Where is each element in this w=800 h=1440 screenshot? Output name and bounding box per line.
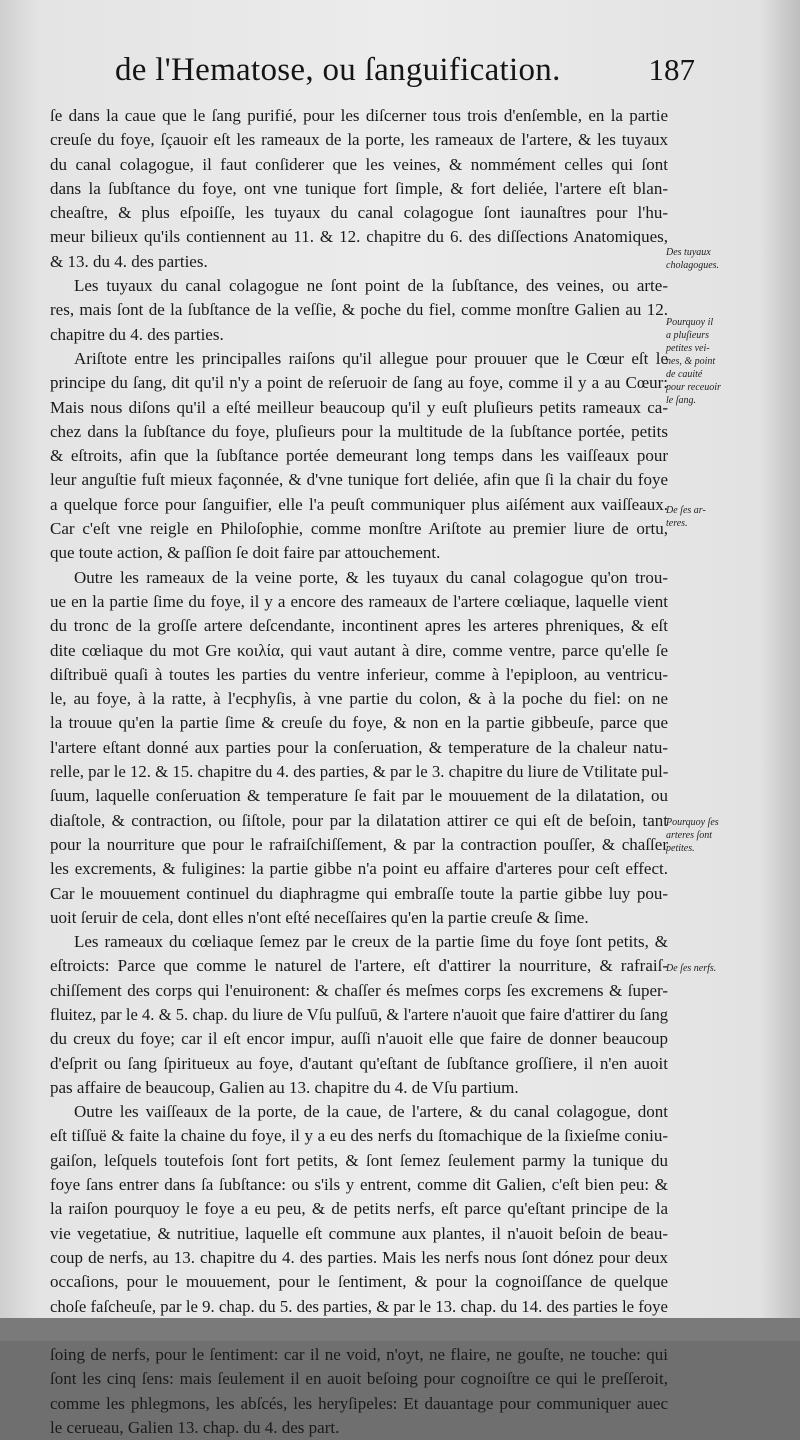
text-line: la raiſon pourquoy le foye a eu peu, & de petits nerfs, eſt parce qu'eſtant principe de la: [50, 1199, 668, 1219]
text-line: chapitre du 4. des parties.: [50, 324, 224, 344]
text-line: gaiſon, leſquels toutefois ſont fort petits, & ſont ſemez ſeulement parmy la tunique du: [50, 1150, 668, 1170]
margin-note-pourquoy-veines: Pourquoy il a pluſieurs petites vei- nes, & point de cauité pour receuoir le ſang.: [666, 317, 721, 406]
text-line: ſuum, laquelle conſeruation & temperature ſe fait par le mouuement de la dilatation, ou: [50, 786, 668, 806]
text-line: & 13. du 4. des parties.: [50, 251, 208, 271]
text-line: eſtroicts: Parce que comme le naturel de l'artere, eſt d'attirer la nourriture, & rafraiſ-: [50, 956, 668, 976]
text-line: du creux du foye; car il eſt encor impur, auſſi n'auoit elle que faire de donner beaucoup: [50, 1029, 668, 1049]
text-line: occaſions, pour le mouuement, pour le ſentiment, & pour la cognoiſſance de quelque: [50, 1272, 668, 1292]
text-line: Les tuyaux du canal colagogue ne ſont point de la ſubſtance, des veines, ou arte-: [74, 276, 668, 296]
text-line: Outre les rameaux de la veine porte, & les tuyaux du canal colagogue qu'on trou-: [74, 567, 668, 587]
text-line: & eſtroits, afin que la ſubſtance portée demeurant long temps dans les vaiſſeaux pour: [50, 446, 668, 466]
text-line: ſe dans la caue que le ſang purifié, pour les diſcerner tous trois d'enſemble, en la partie: [50, 106, 668, 125]
text-line: Car c'eſt vne reigle en Philoſophie, comme monſtre Ariſtote au premier liure de ortu,: [50, 519, 668, 539]
text-line: les excrements, & fuligines: la partie gibbe n'a point eu affaire d'arteres pour ceſt effect.: [50, 859, 668, 879]
text-line: comme les phlegmons, les abſcés, les heryſipeles: Et dauantage pour communiquer auec: [50, 1393, 668, 1413]
page-header: [115, 52, 695, 100]
text-line: Ariſtote entre les principalles raiſons qu'il allegue pour prouuer que le Cœur eſt le: [74, 348, 668, 368]
text-line: creuſe du foye, ſçauoir eſt les rameaux de la porte, les rameaux de l'artere, & les tuyaux: [50, 130, 668, 150]
text-line: l'artere eſtant donné aux parties pour la conſeruation, & temperature de la chaleur natu-: [50, 737, 668, 757]
text-line: foye ſans entrer dans ſa ſubſtance: ou s'ils y entrent, comme dit Galien, c'eſt bien peu: &: [50, 1175, 668, 1195]
text-line: a quelque force pour ſanguifier, elle l'a peuſt communiquer plus aiſément aux vaiſſeaux.: [50, 494, 668, 514]
text-line: ſoing de nerfs, pour le ſentiment: car il ne void, n'oyt, ne flaire, ne gouſte, ne touche: qui: [50, 1345, 668, 1365]
text-line: diſtribuë quaſi à toutes les parties du ventre inferieur, comme à l'epiploon, au ventricu-: [50, 664, 668, 684]
margin-notes: [666, 0, 800, 1341]
text-line: principe du ſang, dit qu'il n'y a point de reſeruoir de ſang au foye, comme il y a au Cœur:: [50, 373, 668, 393]
margin-note-nerfs: De ſes nerfs.: [666, 963, 717, 974]
text-line: pour la nourriture que pour le rafraiſchiſſement, & par la contraction pouſſer, & chaſſer: [50, 834, 668, 854]
text-line: leur anguſtie fuſt mieux façonnée, & d'vne tunique fort deliée, afin que ſi la chair du foye: [50, 470, 668, 490]
text-line: Les rameaux du cœliaque ſemez par le creux de la partie ſime du foye ſont petits, &: [74, 932, 668, 952]
text-line: dite cœliaque du mot Gre κοιλία, qui vaut autant à dire, comme ventre, parce qu'elle ſe: [50, 640, 668, 660]
running-title: de l'Hematose, ou ſanguification.: [115, 52, 561, 88]
page-number: 187: [648, 52, 695, 87]
text-line: le cerueau, Galien 13. chap. du 4. des part.: [50, 1418, 340, 1438]
body-text: [50, 104, 668, 1440]
text-line: chez dans la ſubſtance du foye, pluſieurs pour la multitude de la ſubſtance portée, petits: [50, 421, 668, 441]
text-line: eſt tiſſuë & faite la chaine du foye, il y a eu des nerfs du ſtomachique de la ſixieſme coniu-: [50, 1126, 668, 1146]
text-line: du tronc de la groſſe artere deſcendante, incontinent apres les arteres phreniques, & eſt: [50, 616, 668, 636]
page-edge: [0, 1318, 800, 1341]
text-line: d'eſprit ou ſang ſpiritueux au foye, d'autant qu'eſtant de ſubſtance groſſiere, il n'en auoit: [50, 1053, 668, 1073]
text-line: meur bilieux qu'ils contiennent au 11. & 12. chapitre du 6. des diſſections Anatomiques,: [50, 227, 668, 247]
text-line: coup de nerfs, au 13. chapitre du 4. des parties. Mais les nerfs nous ſont dónez pour deux: [50, 1247, 668, 1267]
text-line: ſont les cinq ſens: mais ſeulement il en auoit beſoing pour cognoiſtre ce qui le preſſeroit,: [50, 1369, 668, 1389]
text-line: uoit ſeruir de cela, dont elles n'ont eſté neceſſaires qu'en la partie creuſe & ſime.: [50, 907, 589, 927]
text-line: relle, par le 12. & 15. chapitre du 4. des parties, & par le 3. chapitre du liure de Vtilitate pul-: [50, 762, 669, 782]
text-line: diaſtole, & contraction, ou ſiſtole, pour par la dilatation attirer ce qui eſt de beſoin, tant: [50, 810, 668, 830]
text-line: que toute action, & paſſion ſe doit faire par attouchement.: [50, 543, 441, 563]
text-line: chiſſement des corps qui l'enuironent: & chaſſer és meſmes corps ſes excremens & ſuper-: [50, 980, 668, 1000]
text-line: Mais nous diſons qu'il a eſté meilleur beaucoup qu'il y euſt pluſieurs petits rameaux ca-: [50, 397, 668, 417]
text-line: Car le mouuement continuel du diaphragme qui embraſſe toute la partie gibbe luy pou-: [50, 883, 668, 903]
text-line: res, mais ſont de la ſubſtance de la veſſie, & poche du fiel, comme monſtre Galien au 12.: [50, 300, 668, 320]
text-line: fluitez, par le 4. & 5. chap. du liure de Vſu pulſuū, & l'artere n'auoit que faire d'attirer du ſang: [50, 1004, 668, 1024]
margin-note-tuyaux: Des tuyaux cholagogues.: [666, 247, 720, 271]
text-line: cheaſtre, & plus eſpoiſſe, les tuyaux du canal colagogue ſont iaunaſtres pour l'hu-: [50, 203, 668, 223]
text-line: dans la ſubſtance du foye, ont vne tunique fort ſimple, & fort deliée, l'artere eſt blan-: [50, 178, 668, 198]
text-line: Outre les vaiſſeaux de la porte, de la caue, de l'artere, & du canal colagogue, dont: [74, 1102, 668, 1122]
text-line: la trouue qu'en la partie ſime & creuſe du foye, & non en la partie gibbeuſe, parce que: [50, 713, 668, 733]
text-line: pas affaire de beaucoup, Galien au 13. chapitre du 4. de Vſu partium.: [50, 1077, 519, 1097]
text-line: vie vegetatiue, & nutritiue, laquelle eſt commune aux plantes, il n'auoit beſoin de beau-: [50, 1223, 668, 1243]
margin-note-arteres-petites: Pourquoy ſes arteres ſont petites.: [666, 817, 719, 854]
text-line: du canal colagogue, il faut conſiderer que les veines, & nommément celles qui ſont: [50, 154, 668, 174]
text-line: choſe faſcheuſe, par le 9. chap. du 5. des parties, & par le 13. chap. du 14. des parties le foye: [50, 1296, 668, 1316]
text-line: le, au foye, à la ratte, à l'ecphyſis, à vne partie du colon, & à la poche du fiel: on ne: [50, 689, 668, 709]
margin-note-arteres: De ſes ar- teres.: [666, 505, 706, 529]
text-line: ue en la partie ſime du foye, il y a encore des rameaux de l'artere cœliaque, laquelle vient: [50, 591, 668, 611]
